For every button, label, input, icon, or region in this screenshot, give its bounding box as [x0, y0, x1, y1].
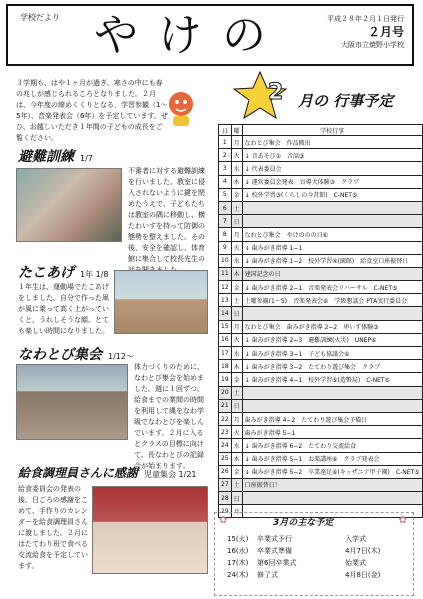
- list-item: 16(水) 卒業式準備: [227, 547, 292, 555]
- table-row: [219, 373, 423, 386]
- row-weekday: 火: [231, 149, 242, 162]
- row-event: 土曜参観(1〜5) 音楽発表会⑥ 学級懇談会 PTA実行委員会: [242, 294, 422, 307]
- row-day: 26: [219, 465, 232, 478]
- row-weekday: 月: [231, 412, 242, 425]
- intro-text: ３学期も、はや１ヶ月が過ぎ、寒さの中にも春の兆しが感じられるころとなりました。２月は、今年度の締めくくりとなる、学習参観（1〜5年）、音楽発表会（6年）を予定しています。ぜひ、お越しいただき１年間の子どもの成長をご覧ください。: [16, 79, 168, 142]
- row-event: [242, 492, 422, 505]
- row-day: 8: [219, 228, 232, 241]
- row-day: 6: [219, 201, 232, 214]
- row-event: 歯みがき指導 5−1: [242, 426, 422, 439]
- row-weekday: 金: [231, 281, 242, 294]
- table-row: [219, 254, 423, 267]
- row-event: ↓ 歯みがき指導 5−1 お楽講座⑥ クラブ発表会: [242, 452, 422, 465]
- table-row: [219, 426, 423, 439]
- row-event: 口座振替日！: [242, 478, 422, 491]
- table-row: [219, 241, 423, 254]
- next-month-box: [214, 512, 414, 596]
- table-row: [219, 465, 423, 478]
- row-weekday: 日: [231, 492, 242, 505]
- photo-hinan: [16, 168, 122, 242]
- row-event: [242, 386, 422, 399]
- table-row: [219, 188, 423, 201]
- row-day: 4: [219, 175, 232, 188]
- row-day: 20: [219, 386, 232, 399]
- row-weekday: 水: [231, 439, 242, 452]
- masthead: [6, 4, 414, 66]
- flower-icon: ✿: [219, 515, 228, 526]
- row-day: 7: [219, 215, 232, 228]
- row-event: ↓ 歯みがき指導 6−2 たてわり交流給食: [242, 439, 422, 452]
- row-weekday: 火: [231, 426, 242, 439]
- table-row: [219, 215, 423, 228]
- issue-date: 平成２８年２月１日発行: [327, 15, 404, 23]
- row-weekday: 土: [231, 478, 242, 491]
- schedule-header-row: [219, 125, 423, 136]
- next-month-title: 3月の主な予定: [273, 518, 334, 528]
- section-date-nawatobi: 1/12〜: [108, 352, 134, 361]
- row-event: 建国記念の日: [242, 267, 422, 280]
- table-row: [219, 320, 423, 333]
- section-title-nawatobi: なわとび集会 1/12〜: [18, 347, 134, 363]
- row-day: 15: [219, 320, 232, 333]
- row-weekday: 水: [231, 254, 242, 267]
- row-event: なわとび集会 作品搬出: [242, 136, 422, 149]
- row-weekday: 土: [231, 294, 242, 307]
- text-hinan: 不審者に対する避難訓練を行いました。教室に侵入されないように鍵を閉めたうえで、子どもたちは教室の隅に移動し、横たわいすを持って防御の態勢を整えました。その後、安全を確認し、体育館に集合して校長先生の: [128, 167, 205, 263]
- text-kyushoku: 給食委員会の発表の後、日ごろの感謝をこめて、手作りのカレンダーを給食調理員さんに渡しました。２月にはたてわり班で食べる交流給食を予定しています。: [18, 485, 88, 570]
- row-weekday: 日: [231, 307, 242, 320]
- header-weekday: 曜: [231, 125, 242, 136]
- row-day: 24: [219, 439, 232, 452]
- row-weekday: 金: [231, 465, 242, 478]
- april-item: 4月8日(金): [345, 571, 381, 579]
- row-weekday: 金: [231, 373, 242, 386]
- row-event: ↓ 歯みがき指導 1−1: [242, 241, 422, 254]
- issue-info: [327, 14, 404, 50]
- newsletter-label: 学校だより: [20, 13, 60, 22]
- row-event: ↓ 歯みがき指導 3−1 子ども協議会⑥: [242, 347, 422, 360]
- row-event: ↓ 歯みがき指導 4−1 校外学習⑤(造幣局) C-NET⑤: [242, 373, 422, 386]
- table-row: [219, 347, 423, 360]
- table-row: [219, 399, 423, 412]
- row-event: [242, 399, 422, 412]
- row-day: 16: [219, 333, 232, 346]
- photo-tako: [114, 270, 208, 334]
- table-row: [219, 452, 423, 465]
- row-weekday: 月: [231, 320, 242, 333]
- photo-nawatobi: [16, 364, 128, 440]
- table-row: [219, 294, 423, 307]
- schedule-body: [219, 136, 423, 518]
- row-day: 18: [219, 360, 232, 373]
- list-item: 15(火) 卒業式予行: [227, 535, 292, 543]
- table-row: [219, 149, 423, 162]
- row-event: ↓ 歯みがき指導 2−3 避難訓練(火災) UNEP⑥: [242, 333, 422, 346]
- row-event: なわとび集会 やけののの日⑥: [242, 228, 422, 241]
- table-row: [219, 412, 423, 425]
- row-day: 17: [219, 347, 232, 360]
- row-event: ↓ 運営委員会発表 盲導犬体験③ クラブ: [242, 175, 422, 188]
- row-weekday: 土: [231, 201, 242, 214]
- table-row: [219, 281, 423, 294]
- table-row: [219, 162, 423, 175]
- row-event: ↓ 代表委員会: [242, 162, 422, 175]
- row-day: 25: [219, 452, 232, 465]
- row-day: 29: [219, 505, 232, 518]
- row-day: 21: [219, 399, 232, 412]
- row-weekday: 火: [231, 241, 242, 254]
- row-day: 11: [219, 267, 232, 280]
- row-event: なわとび集会 歯みがき指導 2−2 串いす体験③: [242, 320, 422, 333]
- table-row: [219, 360, 423, 373]
- table-row: [219, 386, 423, 399]
- list-item: 24(木) 修了式: [227, 571, 278, 579]
- row-day: 1: [219, 136, 232, 149]
- table-row: [219, 478, 423, 491]
- table-row: [219, 201, 423, 214]
- row-weekday: 木: [231, 452, 242, 465]
- row-event: ↓ 歯みがき指導 2−1 音楽発表会リハーサル C-NET⑤: [242, 281, 422, 294]
- row-weekday: 土: [231, 386, 242, 399]
- row-weekday: 月: [231, 136, 242, 149]
- april-item: 4月7日(木): [345, 547, 381, 555]
- row-weekday: 月: [231, 505, 242, 518]
- row-day: 27: [219, 478, 232, 491]
- row-weekday: 火: [231, 333, 242, 346]
- table-row: [219, 307, 423, 320]
- table-row: [219, 439, 423, 452]
- row-day: 23: [219, 426, 232, 439]
- flower-icon: ✿: [398, 515, 407, 526]
- issue-number: ２月号: [367, 25, 404, 39]
- row-event: [242, 215, 422, 228]
- text-tako: １年生は、運動場でたこあげをしました。自分で作った凧が風に乗って高く上がっていくと、うれしそうな顔。とても楽しい時間になりました。: [18, 283, 109, 335]
- header-day: 日: [219, 125, 232, 136]
- table-row: [219, 175, 423, 188]
- table-row: [219, 492, 423, 505]
- row-day: 28: [219, 492, 232, 505]
- row-weekday: 木: [231, 175, 242, 188]
- newsletter-title: やけの: [94, 10, 286, 61]
- row-day: 9: [219, 241, 232, 254]
- row-event: ↓ 校外学習③(くらしの今昔館) C-NET⑤: [242, 188, 422, 201]
- list-item: 17(木) 第6回卒業式: [227, 559, 297, 567]
- table-row: [219, 136, 423, 149]
- row-weekday: 日: [231, 215, 242, 228]
- row-day: 19: [219, 373, 232, 386]
- banner-month: 2: [268, 80, 284, 105]
- photo-kyushoku: [92, 486, 208, 574]
- april-title: 入学式: [345, 535, 366, 543]
- row-event: [242, 201, 422, 214]
- table-row: [219, 333, 423, 346]
- section-date-hinan: 1/7: [80, 154, 93, 163]
- row-day: 14: [219, 307, 232, 320]
- row-weekday: 木: [231, 267, 242, 280]
- row-weekday: 月: [231, 228, 242, 241]
- table-row: [219, 228, 423, 241]
- row-weekday: 日: [231, 399, 242, 412]
- row-day: 22: [219, 412, 232, 425]
- next-month-list: [227, 533, 296, 581]
- schedule-banner: [218, 66, 416, 124]
- row-day: 5: [219, 188, 232, 201]
- section-date-kyushoku: 児童集会 1/21: [144, 470, 197, 479]
- table-row: [219, 267, 423, 280]
- text-nawatobi: 体力づくりのために、なわとび集会を始めました。週に１回ずつ、給食までの業間の時間を利用して縄をなわ学級でなわとびを楽しんでいます。２月に入るとクラスの目標に向けて、長なわとびの記録会が始まります。: [134, 363, 204, 470]
- row-day: 13: [219, 294, 232, 307]
- row-day: 3: [219, 162, 232, 175]
- row-day: 12: [219, 281, 232, 294]
- row-event: 歯みがき指導 4−2 たてわり遊び集会予備日: [242, 412, 422, 425]
- row-weekday: 水: [231, 162, 242, 175]
- row-event: ↓ 歯みがき指導 3−2 たてわり遊び集会 クラブ: [242, 360, 422, 373]
- section-title-hinan: 避難訓練 1/7: [18, 149, 93, 165]
- row-weekday: 金: [231, 188, 242, 201]
- row-weekday: 木: [231, 360, 242, 373]
- row-event: ↓ 歯みがき指導 1−2 校外学習④(園館) 給食室口座振替日: [242, 254, 422, 267]
- row-weekday: 水: [231, 347, 242, 360]
- mascot-illustration: [160, 86, 202, 128]
- section-title-tako: たこあげ 1年 1/8: [18, 265, 109, 281]
- april-item: 始業式: [345, 559, 366, 567]
- schedule-table: [218, 124, 423, 518]
- school-name: 大阪市立焼野小学校: [341, 41, 404, 49]
- row-event: [242, 307, 422, 320]
- section-title-kyushoku: 給食調理員さんに感謝 児童集会 1/21: [18, 466, 197, 480]
- april-events: [345, 533, 380, 581]
- row-event: ↓ 音あそび① 音話③: [242, 149, 422, 162]
- section-date-tako: 1年 1/8: [80, 270, 109, 279]
- header-event: 学校行事: [242, 125, 422, 136]
- banner-title: 月の 行事予定: [298, 92, 394, 110]
- row-event: ↓ 歯みがき指導 5−2 卒業遠足⑥(キッザニア甲子園) C-NET⑤: [242, 465, 422, 478]
- row-day: 2: [219, 149, 232, 162]
- row-day: 10: [219, 254, 232, 267]
